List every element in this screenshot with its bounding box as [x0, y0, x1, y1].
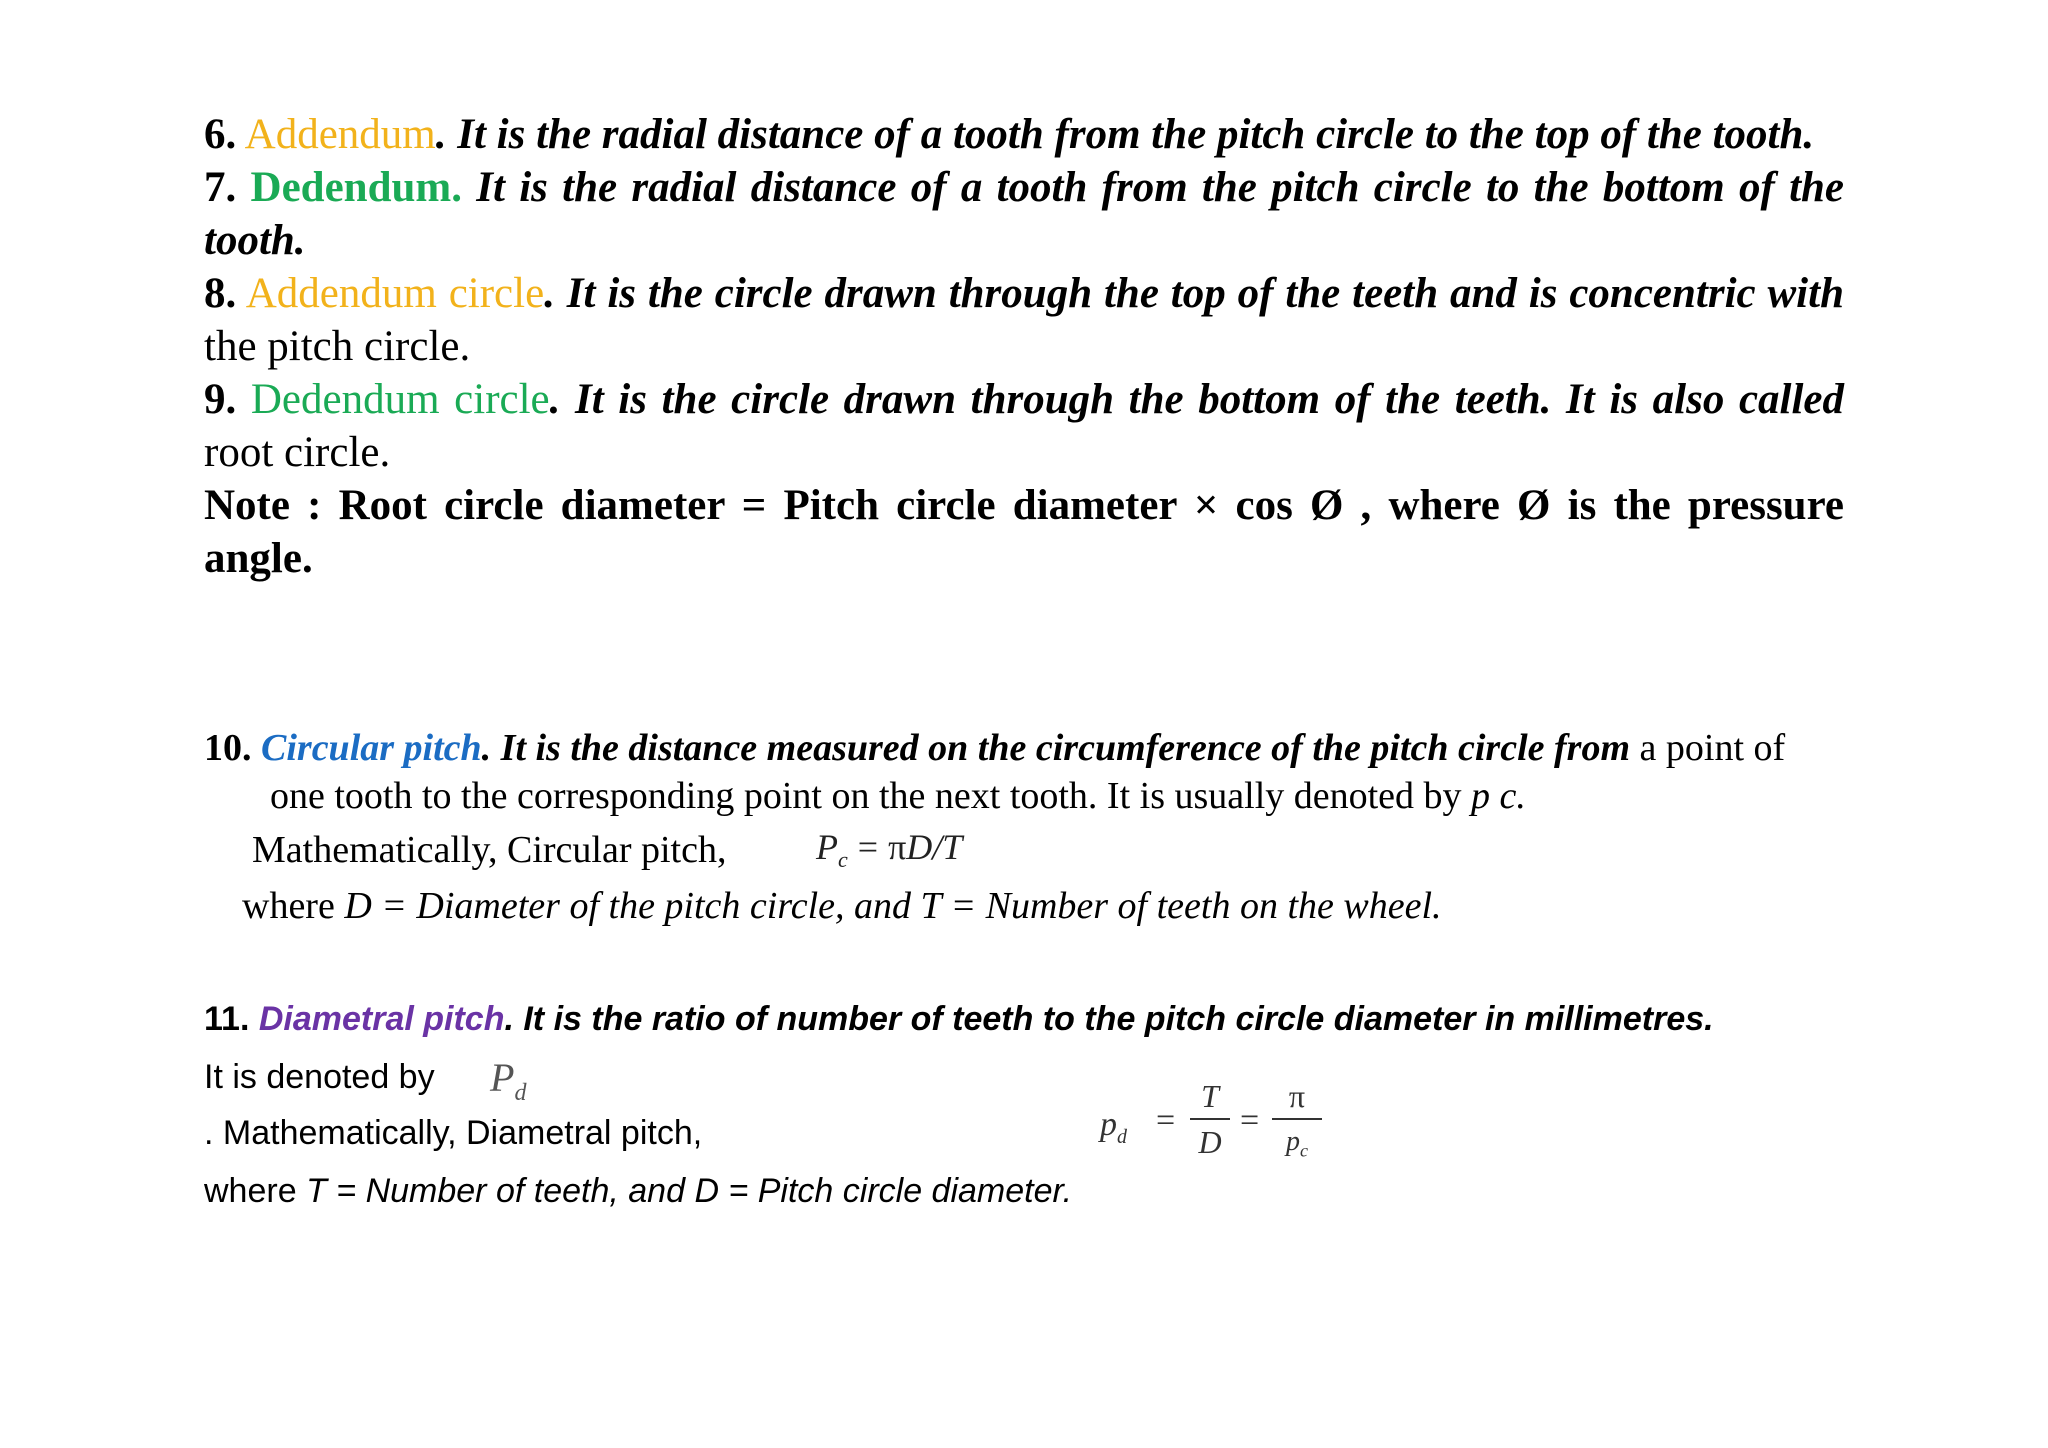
diametral-pitch-math-label: . Mathematically, Diametral pitch,: [204, 1114, 703, 1152]
note-root-circle: Note : Root circle diameter = Pitch circle diameter × cos Ø , where Ø is the pressure angle.: [204, 482, 1844, 582]
definition-text: It is the radial distance of a tooth from the pitch circle to the bottom of the tooth.: [204, 164, 1845, 264]
formula-equals: =: [1156, 1102, 1176, 1139]
definition-text: . It is the circle drawn through the bottom of the teeth. It is also called: [549, 376, 1845, 423]
item-number: 8.: [204, 270, 237, 317]
definition-text: . It is the circle drawn through the top of the teeth and is concentric with: [544, 270, 1844, 317]
definition-text: . It is the ratio of number of teeth to the pitch circle diameter in millimetres.: [504, 1000, 1714, 1038]
diametral-pitch-title: [204, 1000, 1714, 1039]
circular-pitch-where: where D = Diameter of the pitch circle, and T = Number of teeth on the wheel.: [242, 885, 1442, 927]
definition-tail: the pitch circle.: [204, 323, 471, 370]
diametral-pitch-where: where T = Number of teeth, and D = Pitch circle diameter.: [204, 1172, 1073, 1210]
formula-equals: =: [1240, 1102, 1260, 1139]
circular-pitch-formula: $P_c = \pi D/T$: [816, 827, 963, 873]
item-number: 7.: [204, 164, 237, 211]
term-circular-pitch: Circular pitch: [261, 727, 482, 769]
definition-addendum: [204, 108, 1844, 161]
definition-dedendum: [204, 161, 1844, 267]
definitions-block: [204, 108, 1844, 585]
definition-text: . It is the radial distance of a tooth from the pitch circle to the top of the tooth.: [435, 111, 1815, 158]
item-number: 11.: [204, 1000, 250, 1038]
circular-pitch-math-label: Mathematically, Circular pitch,: [252, 829, 727, 871]
circular-pitch-block: [204, 724, 1844, 820]
item-number: 6.: [204, 111, 237, 158]
diametral-pitch-formula: [1100, 1076, 1330, 1186]
formula-lhs: $p_d$: [1100, 1106, 1127, 1148]
term-addendum-circle: Addendum circle: [245, 270, 545, 317]
formula-fraction-pi-over-pc: π $p_c$: [1272, 1076, 1322, 1171]
item-number: 9.: [204, 376, 237, 423]
diametral-pitch-denoted: It is denoted by: [204, 1058, 435, 1096]
definition-text: . It is the distance measured on the circumference of the pitch circle from: [481, 727, 1631, 769]
term-dedendum-circle: Dedendum circle: [250, 376, 550, 423]
pc-symbol: p c.: [1471, 775, 1526, 817]
pd-symbol: $P_d$: [490, 1055, 527, 1106]
definition-dedendum-circle: [204, 373, 1844, 479]
item-number: 10.: [204, 727, 252, 769]
term-diametral-pitch: Diametral pitch: [258, 1000, 505, 1038]
definition-tail: root circle.: [204, 429, 391, 476]
definition-tail: a point of: [1630, 727, 1786, 769]
definition-addendum-circle: [204, 267, 1844, 373]
term-dedendum: Dedendum.: [250, 164, 462, 211]
term-addendum: Addendum: [244, 111, 436, 158]
circular-pitch-line2: one tooth to the corresponding point on the next tooth. It is usually denoted by p c.: [270, 775, 1526, 817]
formula-fraction-t-over-d: T D: [1190, 1076, 1230, 1162]
